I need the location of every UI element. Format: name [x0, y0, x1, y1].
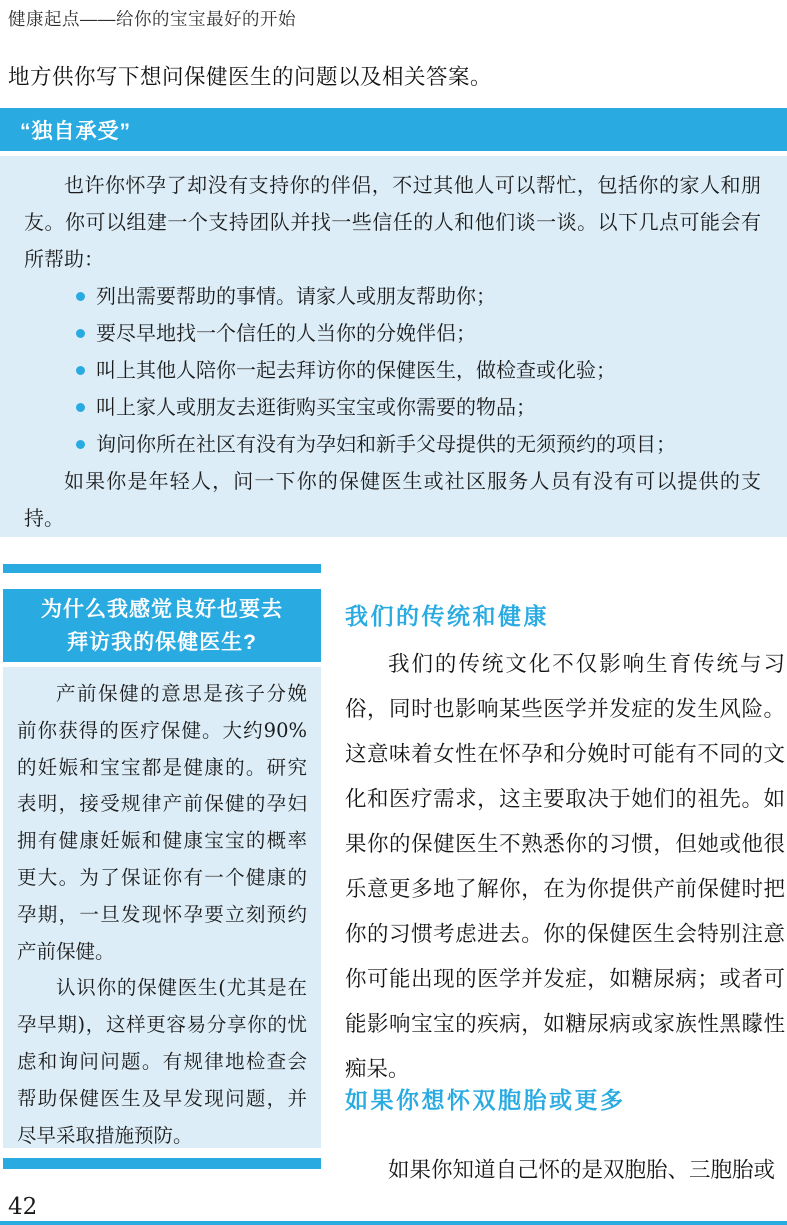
callout-box: [0, 156, 787, 537]
page-number: 42: [8, 1194, 38, 1220]
sidebar-paragraph: 认识你的保健医生(尤其是在孕早期)，这样更容易分享你的忧虑和询问问题。有规律地检查会帮助保健医生及早发现问题，并尽早采取措施预防。: [17, 976, 307, 1147]
bullet-item: 叫上其他人陪你一起去拜访你的保健医生，做检查或化验；: [24, 352, 761, 389]
bullet-item: 询问你所在社区有没有为孕妇和新手父母提供的无须预约的项目；: [24, 426, 761, 463]
sidebar-title-line: 为什么我感觉良好也要去: [41, 597, 283, 621]
callout-bullet-list: [24, 278, 761, 463]
sidebar-bottom-rule: [3, 1158, 321, 1169]
footer-rule: [0, 1221, 787, 1225]
callout-paragraph: 也许你怀孕了却没有支持你的伴侣，不过其他人可以帮忙，包括你的家人和朋友。你可以组建一个支持团队并找一些信任的人和他们谈一谈。以下几点可能会有所帮助：: [24, 173, 761, 271]
bullet-item: 列出需要帮助的事情。请家人或朋友帮助你；: [24, 278, 761, 315]
sidebar-title-box: [3, 589, 321, 662]
bullet-item: 叫上家人或朋友去逛街购买宝宝或你需要的物品；: [24, 389, 761, 426]
section-body-traditions: 我们的传统文化不仅影响生育传统与习俗，同时也影响某些医学并发症的发生风险。这意味着女性在怀孕和分娩时可能有不同的文化和医疗需求，这主要取决于她们的祖先。如果你的保健医生不熟悉你的习惯，但她或他很乐意更多地了解你，在为你提供产前保健时把你的习惯考虑进去。你的保健医生会特别注意你可能出现的医学并发症，如糖尿病；或者可能影响宝宝的疾病，如糖尿病或家族性黑矇性痴呆。: [345, 652, 785, 1081]
intro-paragraph: 地方供你写下想问保健医生的问题以及相关答案。: [8, 65, 493, 89]
sidebar-paragraph: 产前保健的意思是孩子分娩前你获得的医疗保健。大约90%的妊娠和宝宝都是健康的。研究表明，接受规律产前保健的孕妇拥有健康妊娠和健康宝宝的概率更大。为了保证你有一个健康的孕期，一旦发现怀孕要立刻预约产前保健。: [17, 682, 307, 963]
sidebar-top-rule: [3, 564, 321, 573]
sidebar-body-box: [3, 667, 321, 1148]
section-heading-multiples: 如果你想怀双胞胎或更多: [345, 1087, 626, 1113]
callout-title: “独自承受”: [20, 119, 131, 143]
callout-paragraph: 如果你是年轻人，问一下你的保健医生或社区服务人员有没有可以提供的支持。: [24, 469, 761, 530]
section-heading-traditions: 我们的传统和健康: [345, 603, 549, 629]
section-body-multiples: 如果你知道自己怀的是双胞胎、三胞胎或: [388, 1158, 776, 1182]
running-head: 健康起点——给你的宝宝最好的开始: [8, 9, 296, 29]
callout-title-bar: [0, 108, 787, 151]
sidebar-title-line: 拜访我的保健医生?: [67, 630, 257, 654]
bullet-item: 要尽早地找一个信任的人当你的分娩伴侣；: [24, 315, 761, 352]
